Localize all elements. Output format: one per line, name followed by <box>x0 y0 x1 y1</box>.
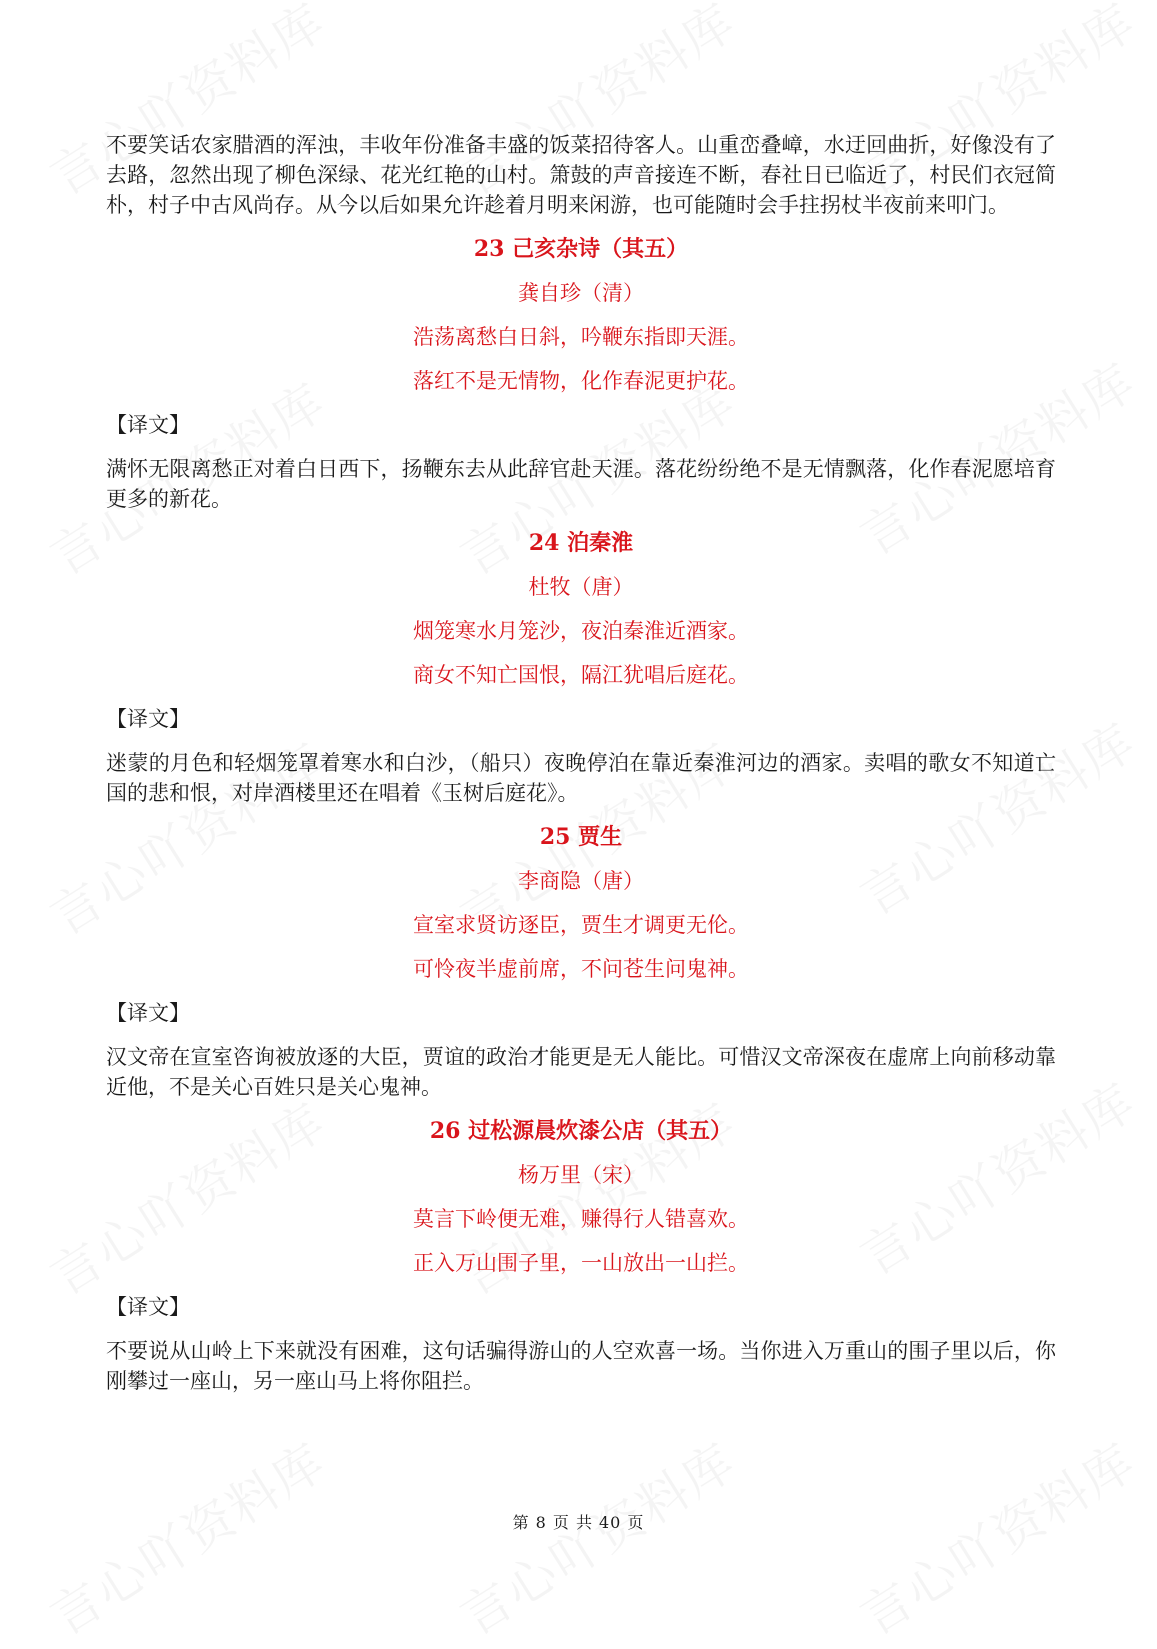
poem-author: 杜牧（唐） <box>528 575 634 599</box>
document-page <box>106 130 1056 1396</box>
watermark <box>845 1423 1148 1649</box>
poem-author: 龚自珍（清） <box>518 281 644 305</box>
translation-label: 【译文】 <box>106 1001 190 1025</box>
poem-23 <box>106 234 1056 396</box>
translation-label: 【译文】 <box>106 707 190 731</box>
poem-title: 24 泊秦淮 <box>528 530 634 556</box>
poem-line: 宣室求贤访逐臣，贾生才调更无伦。 <box>413 913 749 937</box>
poem-line: 落红不是无情物，化作春泥更护花。 <box>413 369 749 393</box>
translation-label: 【译文】 <box>106 413 190 437</box>
poem-title: 25 贾生 <box>539 824 623 850</box>
poem-line: 莫言下岭便无难，赚得行人错喜欢。 <box>413 1207 749 1231</box>
footer-suffix: 页 <box>627 1513 645 1532</box>
translation-label: 【译文】 <box>106 1295 190 1319</box>
total-pages: 40 <box>598 1513 622 1532</box>
poem-translation: 不要说从山岭上下来就没有困难，这句话骗得游山的人空欢喜一场。当你进入万重山的围子里以后，你刚攀过一座山，另一座山马上将你阻拦。 <box>106 1339 1056 1393</box>
watermark <box>445 1423 748 1649</box>
poem-title: 23 己亥杂诗（其五） <box>473 236 689 262</box>
intro-translation: 不要笑话农家腊酒的浑浊，丰收年份准备丰盛的饭菜招待客人。山重峦叠嶂，水迂回曲折，好像没有了去路，忽然出现了柳色深绿、花光红艳的山村。箫鼓的声音接连不断，春社日已临近了，村民们衣冠简朴，村子中古风尚存。从今以后如果允许趁着月明来闲游，也可能随时会手拄拐杖半夜前来叩门。 <box>106 133 1056 217</box>
watermark <box>35 1423 338 1649</box>
poem-author: 杨万里（宋） <box>518 1163 644 1187</box>
poem-24 <box>106 528 1056 690</box>
poem-translation: 迷蒙的月色和轻烟笼罩着寒水和白沙，（船只）夜晚停泊在靠近秦淮河边的酒家。卖唱的歌女不知道亡国的悲和恨，对岸酒楼里还在唱着《玉树后庭花》。 <box>106 751 1056 805</box>
page-footer <box>0 1510 1157 1533</box>
poem-line: 商女不知亡国恨，隔江犹唱后庭花。 <box>413 663 749 687</box>
footer-prefix: 第 <box>512 1513 530 1532</box>
poem-author: 李商隐（唐） <box>518 869 644 893</box>
poem-26 <box>106 1116 1056 1278</box>
footer-mid: 页 共 <box>552 1513 593 1532</box>
poem-line: 正入万山围子里，一山放出一山拦。 <box>413 1251 749 1275</box>
poem-line: 烟笼寒水月笼沙，夜泊秦淮近酒家。 <box>413 619 749 643</box>
page-number: 8 <box>535 1513 547 1532</box>
poem-line: 浩荡离愁白日斜，吟鞭东指即天涯。 <box>413 325 749 349</box>
poem-translation: 汉文帝在宣室咨询被放逐的大臣，贾谊的政治才能更是无人能比。可惜汉文帝深夜在虚席上向前移动靠近他，不是关心百姓只是关心鬼神。 <box>106 1045 1056 1099</box>
poem-line: 可怜夜半虚前席，不问苍生问鬼神。 <box>413 957 749 981</box>
poem-title: 26 过松源晨炊漆公店（其五） <box>429 1118 733 1144</box>
poem-translation: 满怀无限离愁正对着白日西下，扬鞭东去从此辞官赴天涯。落花纷纷绝不是无情飘落，化作春泥愿培育更多的新花。 <box>106 457 1056 511</box>
poem-25 <box>106 822 1056 984</box>
